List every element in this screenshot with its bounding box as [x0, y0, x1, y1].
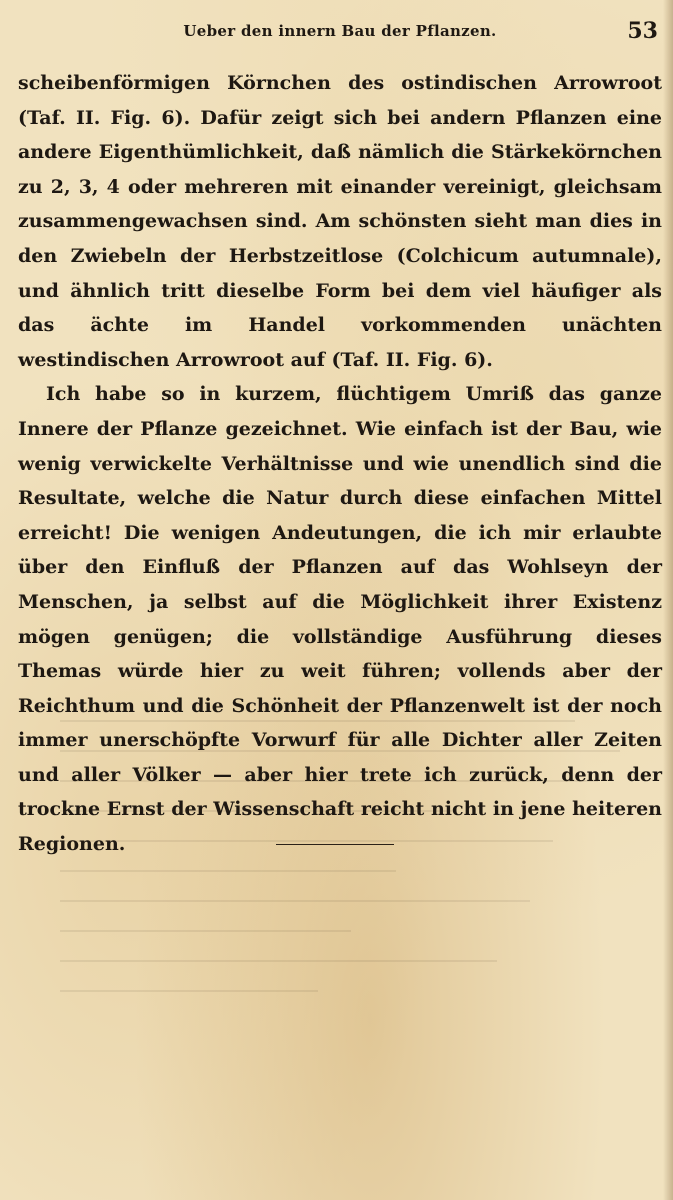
- end-rule: [276, 844, 394, 845]
- running-head: [18, 18, 662, 50]
- page-edge-shadow: [663, 0, 673, 1200]
- page-number: 53: [627, 18, 658, 44]
- book-page: [18, 18, 662, 1188]
- paragraph-1: scheibenförmigen Körnchen des ostindischen Arrowroot (Taf. II. Fig. 6). Dafür zeigt sich bei andern Pflanzen eine andere Eigenthümlichkeit, daß nämlich die Stärkekörnchen zu 2, 3, 4 oder mehreren mit einander vereinigt, gleichsam zusammengewachsen sind. Am schönsten sieht man dies in den Zwiebeln der Herbstzeitlose (Colchicum autumnale), und ähnlich tritt dieselbe Form bei dem viel häufiger als das ächte im Handel vorkommenden unächten westindischen Arrowroot auf (Taf. II. Fig. 6).: [18, 72, 662, 371]
- running-head-title: Ueber den innern Bau der Pflanzen.: [183, 22, 497, 40]
- body-text: [18, 66, 662, 862]
- paragraph-2: Ich habe so in kurzem, flüchtigem Umriß das ganze Innere der Pflanze gezeichnet. Wie einfach ist der Bau, wie wenig verwickelte Verhältnisse und wie unendlich sind die Resultate, welche die Natur durch diese einfachen Mittel erreicht! Die wenigen Andeutungen, die ich mir erlaubte über den Einfluß der Pflanzen auf das Wohlseyn der Menschen, ja selbst auf die Möglichkeit ihrer Existenz mögen genügen; die vollständige Ausführung dieses Themas würde hier zu weit führen; vollends aber der Reichthum und die Schönheit der Pflanzenwelt ist der noch immer unerschöpfte Vorwurf für alle Dichter aller Zeiten und aller Völker — aber hier trete ich zurück, denn der trockne Ernst der Wissenschaft reicht nicht in jene heiteren Regionen.: [18, 383, 662, 856]
